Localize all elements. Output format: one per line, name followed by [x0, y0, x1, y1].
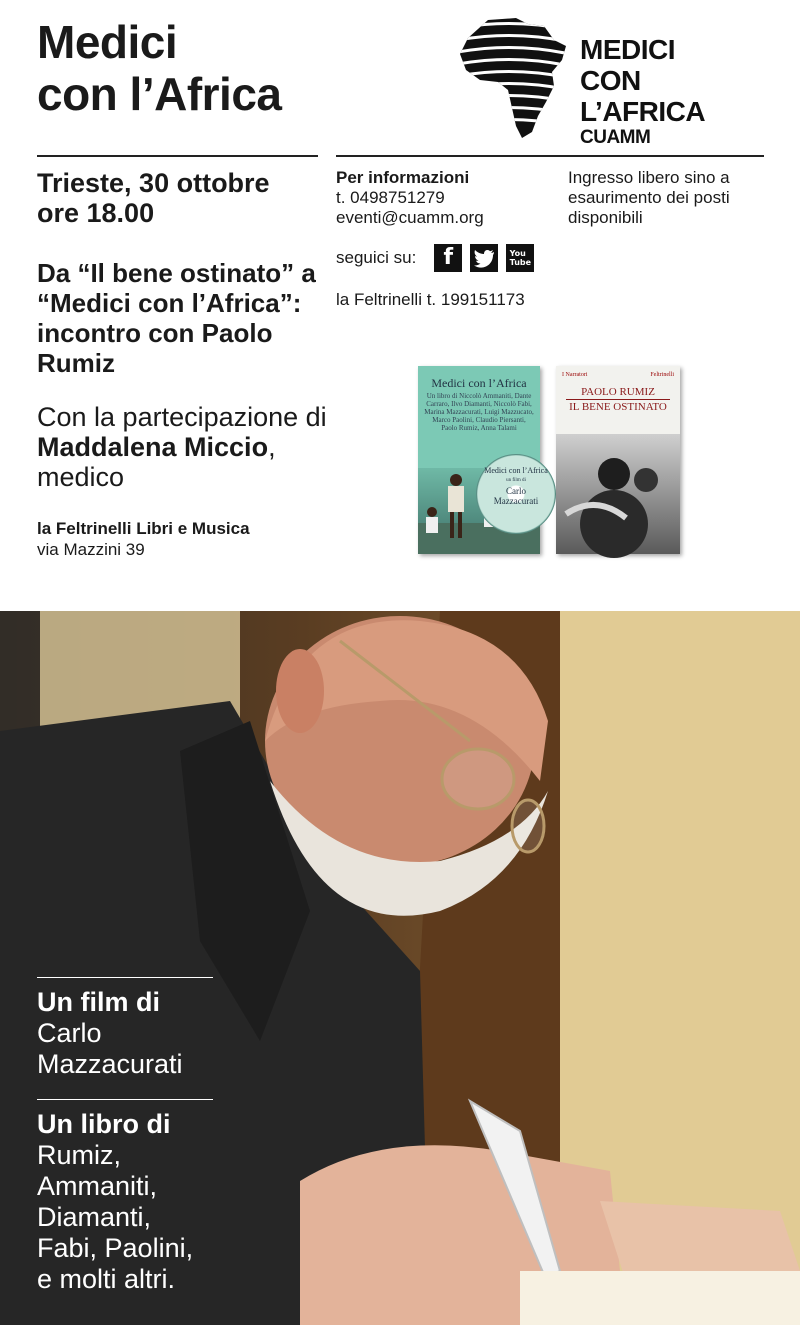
- facebook-icon[interactable]: f: [434, 244, 462, 272]
- event-time-text: ore 18.00: [37, 198, 155, 228]
- venue: [37, 518, 250, 560]
- book-author: PAOLO RUMIZ: [581, 386, 655, 398]
- social-links: [336, 244, 542, 272]
- dvd-disc-label: [484, 466, 548, 506]
- film-credit-label: Un film di: [37, 987, 160, 1017]
- book-title: IL BENE OSTINATO: [566, 399, 670, 413]
- info-phone: t. 0498751279: [336, 188, 445, 207]
- book-publisher: Feltrinelli: [650, 372, 674, 378]
- book-cover-header: [562, 372, 674, 378]
- book-series: I Narratori: [562, 372, 588, 378]
- dvd-disc-title: Medici con l’Africa: [484, 466, 548, 475]
- title-line-1: Medici: [37, 16, 178, 68]
- book-credit-label: Un libro di: [37, 1109, 171, 1139]
- dvd-cover: [418, 366, 548, 554]
- participation-text: [37, 402, 337, 492]
- participation-prefix: Con la partecipazione di: [37, 402, 327, 432]
- event-title: Da “Il bene ostinato” a “Medici con l’Africa”: incontro con Paolo Rumiz: [37, 258, 316, 378]
- credits-divider-2: [37, 1099, 213, 1100]
- embrace-photo: [556, 434, 680, 554]
- dvd-disc-director: Carlo Mazzacurati: [493, 486, 539, 506]
- contact-info: [336, 168, 484, 228]
- feltrinelli-phone: la Feltrinelli t. 199151173: [336, 290, 525, 309]
- right-divider: [336, 155, 764, 157]
- author-photo: [0, 611, 800, 1325]
- follow-label: seguici su:: [336, 248, 417, 267]
- dvd-disc-subtitle: un film di: [506, 478, 526, 483]
- film-credit: [37, 987, 217, 1080]
- entry-note: Ingresso libero sino a esaurimento dei posti disponibili: [568, 168, 730, 227]
- venue-name: la Feltrinelli Libri e Musica: [37, 519, 250, 538]
- info-heading: Per informazioni: [336, 168, 470, 187]
- twitter-icon[interactable]: [470, 244, 498, 272]
- dvd-cover-title: Medici con l’Africa: [431, 376, 527, 390]
- info-email[interactable]: eventi@cuamm.org: [336, 208, 484, 227]
- credits-divider-1: [37, 977, 213, 978]
- venue-address: via Mazzini 39: [37, 540, 145, 559]
- book-cover: [556, 366, 680, 554]
- africa-map-icon: [458, 16, 570, 140]
- book-credit: [37, 1109, 212, 1295]
- event-date: [37, 168, 270, 228]
- logo-wordmark: [580, 34, 768, 149]
- logo-line-2: CON L’AFRICA: [580, 65, 706, 127]
- page-title: [37, 16, 282, 120]
- youtube-icon[interactable]: You Tube: [506, 244, 534, 272]
- participant-name: Maddalena Miccio: [37, 432, 269, 462]
- film-credit-author: Carlo Mazzacurati: [37, 1018, 183, 1079]
- left-divider: [37, 155, 318, 157]
- logo-line-3: CUAMM: [580, 127, 651, 148]
- dvd-cover-credits: Un libro di Niccolò Ammaniti, Dante Carraro, Ilvo Diamanti, Niccolò Fabi, Marina Mazzacurati, Luigi Mazzucato, Marco Paolini, Claudio Piersanti, Paolo Rumiz, Anna Talami: [424, 392, 534, 432]
- participation-suffix: , medico: [37, 432, 276, 492]
- book-credit-authors: Rumiz, Ammaniti, Diamanti, Fabi, Paolini, e molti altri.: [37, 1140, 194, 1294]
- event-date-text: Trieste, 30 ottobre: [37, 168, 270, 198]
- logo-line-1: MEDICI: [580, 34, 675, 65]
- title-line-2: con l’Africa: [37, 68, 282, 120]
- book-cover-photo: [556, 434, 680, 554]
- cuamm-logo: [458, 16, 768, 148]
